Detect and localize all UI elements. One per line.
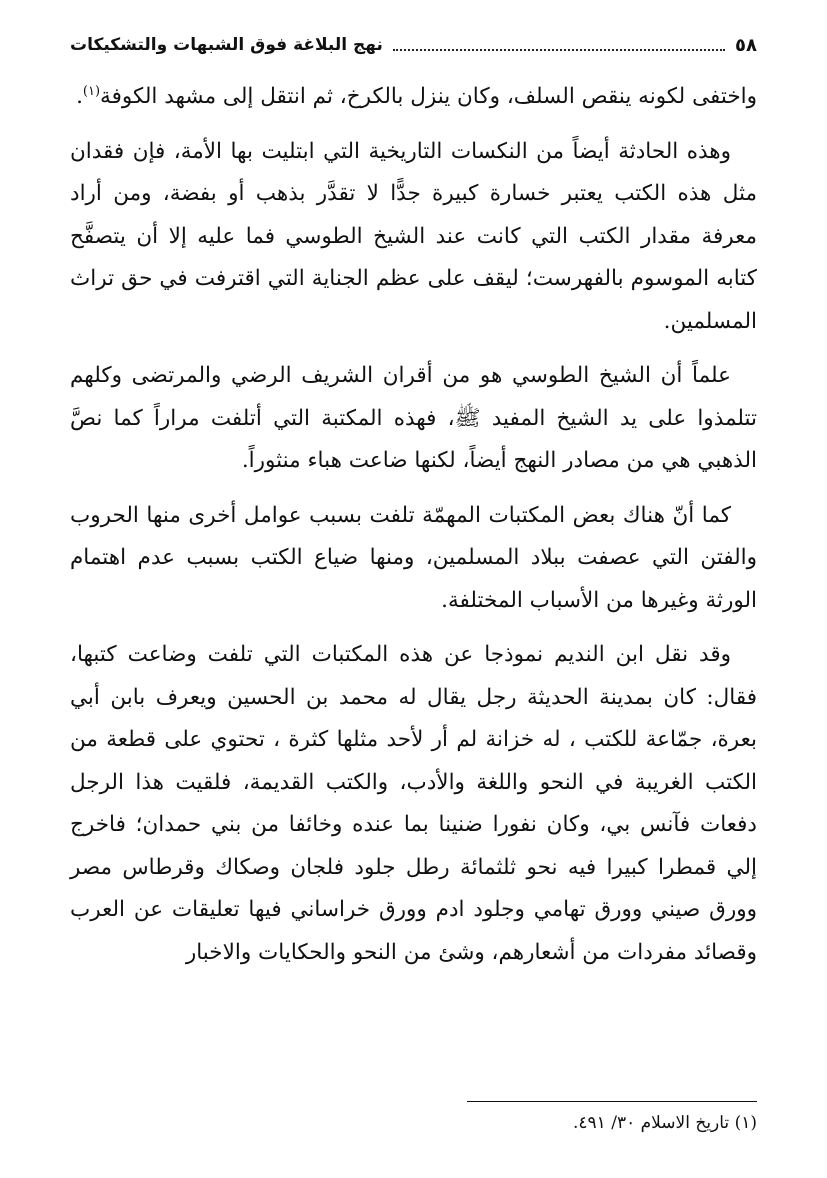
page-number: ٥٨ <box>735 34 757 56</box>
paragraph-1-text: واختفى لكونه ينقص السلف، وكان ينزل بالكرخ، ثم انتقل إلى مشهد الكوفة <box>100 84 757 109</box>
paragraph-4: كما أنّ هناك بعض المكتبات المهمّة تلفت بسبب عوامل أخرى منها الحروب والفتن التي عصفت ببلاد المسلمين، ومنها ضياع الكتب بسبب عدم اهتمام الورثة وغيرها من الأسباب المختلفة. <box>70 502 757 613</box>
paragraph-5: وقد نقل ابن النديم نموذجا عن هذه المكتبات التي تلفت وضاعت كتبها، فقال: كان بمدينة الحديثة رجل يقال له محمد بن الحسين ويعرف بابن أبي بعرة، جمّاعة للكتب ، له خزانة لم أر لأحد مثلها كثرة ، تحتوي على قطعة من الكتب الغريبة في النحو واللغة والأدب، والكتب القديمة، فلقيت هذا الرجل دفعات فآنس بي، وكان نفورا ضنينا بما عنده وخائفا من بني حمدان؛ فاخرج إلي قمطرا كبيرا فيه نحو ثلثمائة رطل جلود فلجان وصكاك وقرطاس مصر وورق صيني وورق تهامي وجلود ادم وورق خراساني فيها تعليقات عن العرب وقصائد مفردات من أشعارهم، وشئ من النحو والحكايات والاخبار <box>70 642 757 965</box>
header-dotted-leader <box>393 48 725 51</box>
footnote-divider <box>467 1101 757 1102</box>
running-title: نهج البلاغة فوق الشبهات والتشكيكات <box>70 35 383 55</box>
body-text <box>70 76 757 986</box>
paragraph-3: علماً أن الشيخ الطوسي هو من أقران الشريف الرضي والمرتضى وكلهم تتلمذوا على يد الشيخ المفيد ﷺ، فهذه المكتبة التي أتلفت مراراً كما نصَّ الذهبي هي من مصادر النهج أيضاً، لكنها ضاعت هباء منثوراً. <box>70 363 757 473</box>
paragraph-2: وهذه الحادثة أيضاً من النكسات التاريخية التي ابتليت بها الأمة، فإن فقدان مثل هذه الكتب يعتبر خسارة كبيرة جدًّا لا تقدَّر بذهب أو بفضة، ومن أراد معرفة مقدار الكتب التي كانت عند الشيخ الطوسي فما عليه إلا أن يتصفَّح كتابه الموسوم بالفهرست؛ ليقف على عظم الجناية التي اقترفت في حق تراث المسلمين. <box>70 138 757 334</box>
footnote-reference: (١) <box>82 83 101 99</box>
page-header <box>70 28 757 62</box>
footnote: (١) تاريخ الاسلام ٣٠/ ٤٩١. <box>572 1113 757 1133</box>
paragraph-1 <box>70 76 757 119</box>
paragraph-1-end: . <box>76 84 83 109</box>
